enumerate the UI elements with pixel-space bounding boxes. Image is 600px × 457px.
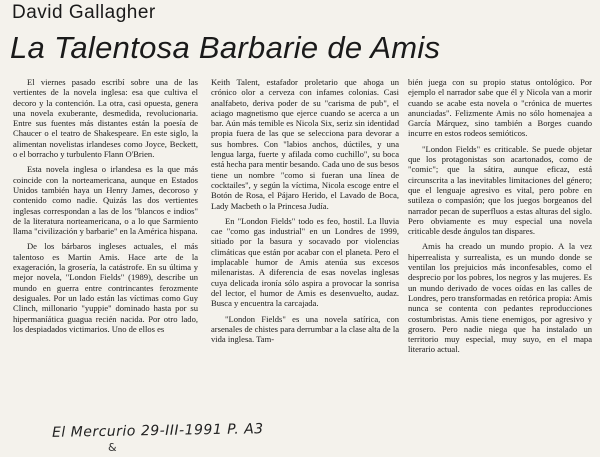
paragraph: Keith Talent, estafador proletario que ahoga un crónico olor a cerveza con infames colonias. Casi analfabeto, deriva poder de su "carisma de pub", el aciago magnetismo que ejerce cuando se acerca a un bar. Aún más temible es Nicola Six, seriz sin identidad propia fuera de las que se selecciona para devorar a sus hombres. Con "labios anchos, dúctiles, y una lengua larga, fuerte y afilada como cuchillo", su boca está hecha para mentir besando. Cada uno de sus besos tiene un nombre "como si fueran una línea de cocktailes", y según la víctima, Nicola escoge entre el Botón de Rosa, el Pájaro Herido, el Lavado de Boca, Lady Macbeth o la Princesa Judía. [211,77,399,211]
paragraph: bién juega con su propio status ontológico. Por ejemplo el narrador sabe que él y Nicola van a morir cuando se acabe esta novela o "crónica de muertes anunciadas". Felizmente Amis no sólo homenajea a García Márquez, sino también a Borges cuando incurre en estos rodeos semióticos. [408,77,592,139]
paragraph: Amis ha creado un mundo propio. A la vez hiperrealista y surrealista, es un mundo donde se ventilan los prejuicios más inconfesables, como el desprecio por los pobres, los negros y las mujeres. Es un mundo derivado de voces oídas en las calles de Londres, pero transformadas en retórica propia: Amis nunca se contenta con pedantes reproducciones costumbristas. Amis tiene enemigos, por agresivo y grosero. Pero nadie niega que ha instalado un territorio muy especial, muy suyo, en el mapa literario actual. [408,241,592,355]
paragraph: En "London Fields" todo es feo, hostil. La lluvia cae "como gas industrial" en un Londres de 1999, sitiado por la basura y socavado por violencias climáticas que están por acabar con el planeta. Pero el implacable humor de Amis atenúa sus excesos milenaristas. A diferencia de esas novelas inglesas cuya delicada ironía sólo aspira a provocar la sonrisa del lector, el humor de Amis es desenvuelto, audaz. Busca y encuentra la carcajada. [211,215,399,309]
paragraph: "London Fields" es criticable. Se puede objetar que los protagonistas son acartonados, como de "comic"; que la sátira, aunque eficaz, está circunscrita a las inevitables limitaciones del género; que el lenguaje agresivo es vital, pero pobre en sutileza o compasión; que los juegos borgeanos del narrador pecan de superfluos a estas alturas del siglo. Pero obviamente es muy especial una novela criticable desde ángulos tan dispares. [408,143,592,237]
paragraph: "London Fields" es una novela satírica, con arsenales de chistes para derrumbar a la clase alta de la vida inglesa. Tam- [211,313,399,345]
article-column-1 [13,77,198,334]
article-headline: La Talentosa Barbarie de Amis [10,30,441,65]
article-column-2 [211,77,399,344]
author-byline: David Gallagher [12,2,156,23]
handwritten-mark: & [108,441,117,454]
paragraph: El viernes pasado escribí sobre una de las vertientes de la novela inglesa: esa que cultiva el decoro y la contención. La otra, casi opuesta, genera una novela exuberante, desmedida, revolucionaria. Entre sus fuentes más distantes están la poesía de Chaucer o el teatro de Shakespeare. En este siglo, la alimentan novelistas irlandeses como Joyce, Beckett, o el borracho y turbulento Flann O'Brien. [13,77,198,160]
paragraph: Esta novela inglesa o irlandesa es la que más coincide con la norteamericana, aunque en Estados Unidos también haya un Henry James, decoroso y contenido como nadie. Quizás las dos vertientes inglesas correspondan a las de los "blancos e indios" de la literatura norteamericana, o a lo que Sarmiento llama "civilización y barbarie" en la América hispana. [13,164,198,237]
handwritten-source-annotation: El Mercurio 29-III-1991 P. A3 [51,421,264,441]
paragraph: De los bárbaros ingleses actuales, el más talentoso es Martin Amis. Hace arte de la exageración, la grosería, la catástrofe. En su última y mejor novela, "London Fields" (1989), describe un mundo en guerra entre contrincantes ferozmente desiguales. Por un lado están las víctimas como Guy Clinch, millonario "yuppie" dominado hasta por su hipermaníática guagua recién nacida. Por otro lado, los despiadados victimarios. Uno de ellos es [13,241,198,334]
article-column-3 [408,77,592,355]
